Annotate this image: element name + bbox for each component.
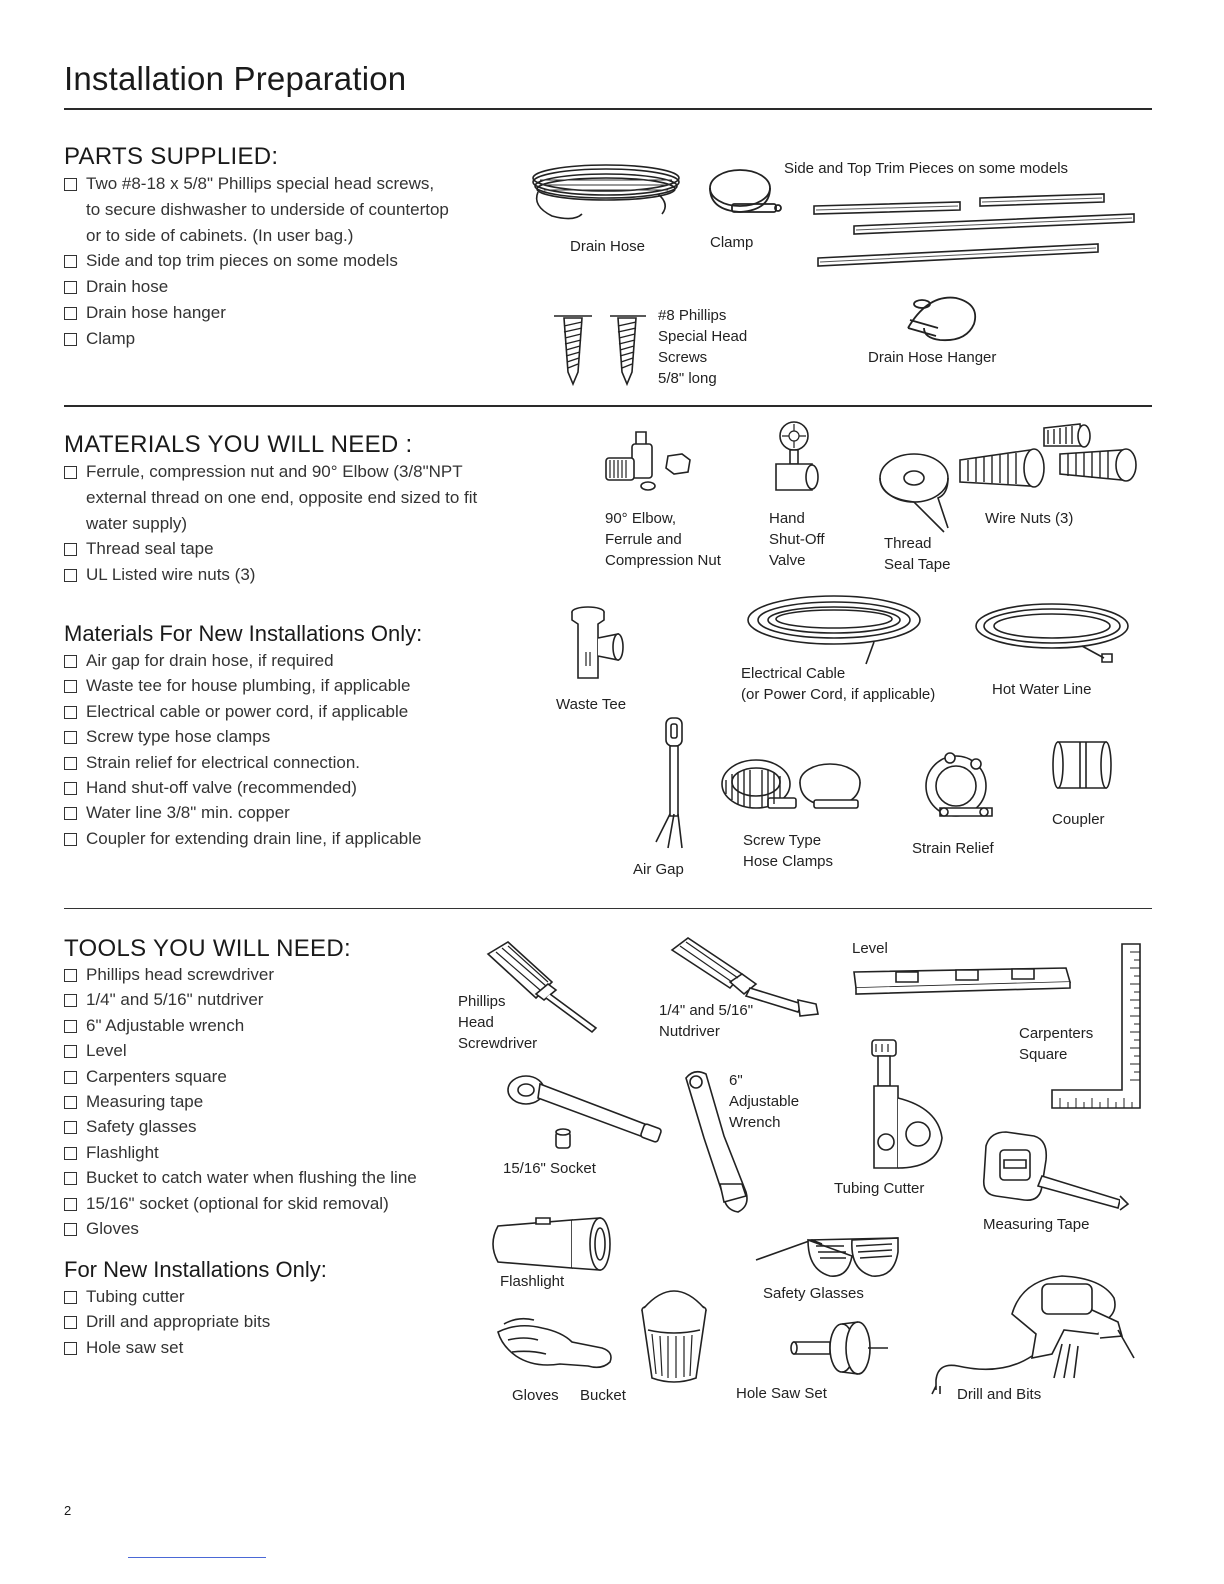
checklist-item	[64, 1284, 270, 1309]
figure-label-line: Tubing Cutter	[834, 1180, 925, 1197]
parts-supplied-heading: PARTS SUPPLIED:	[64, 143, 279, 170]
trim-pieces-label	[784, 158, 1068, 179]
figure-label-line: Drill and Bits	[957, 1386, 1042, 1403]
checklist-item	[64, 699, 421, 724]
checklist-item	[64, 826, 421, 851]
figure-label-line: Carpenters	[1019, 1025, 1094, 1042]
figure-label-line: 15/16" Socket	[503, 1160, 596, 1177]
checkbox-icon	[64, 466, 77, 479]
figure-label-line: Screw Type	[743, 832, 822, 849]
measuring-tape-label	[983, 1214, 1089, 1235]
checklist-item-text: or to side of cabinets. (In user bag.)	[86, 225, 354, 245]
figure-label-line: Head	[458, 1014, 494, 1031]
air-gap-label	[633, 859, 684, 880]
checkbox-icon	[64, 1316, 77, 1329]
hot-water-line-label	[992, 679, 1092, 700]
checklist-item-text: Flashlight	[86, 1142, 159, 1162]
gloves-label	[512, 1385, 559, 1406]
tubing-cutter-illustration	[858, 1038, 952, 1174]
figure-label-line: Strain Relief	[912, 840, 994, 857]
checklist-item-text: Two #8-18 x 5/8" Phillips special head screws,	[86, 174, 435, 193]
drain-hose-illustration	[528, 158, 686, 224]
figure-label-line: #8 Phillips	[658, 307, 727, 324]
checklist-item	[64, 775, 421, 800]
checkbox-icon	[64, 1147, 77, 1160]
checkbox-icon	[64, 1342, 77, 1355]
checklist-item	[64, 800, 421, 825]
drain-hose-label	[570, 236, 645, 257]
figure-label-line: Wire Nuts (3)	[985, 510, 1074, 527]
checklist-item	[64, 248, 449, 274]
parts-section-rule	[64, 405, 1152, 407]
carpenters-square-label	[1019, 1023, 1093, 1065]
checkbox-icon	[64, 969, 77, 982]
figure-label-line: Coupler	[1052, 811, 1105, 828]
checklist-item	[64, 562, 477, 588]
checklist-item	[64, 962, 417, 987]
clamp-label	[710, 232, 753, 253]
checklist-item-text: Phillips head screwdriver	[86, 965, 275, 984]
checklist-item-text: external thread on one end, opposite end sized to fit	[86, 487, 478, 507]
clamp-illustration	[704, 164, 784, 226]
figure-label-line: Level	[852, 940, 888, 957]
materials-heading: MATERIALS YOU WILL NEED :	[64, 431, 413, 458]
checkbox-icon	[64, 1071, 77, 1084]
checklist-item-text: Level	[86, 1041, 127, 1061]
checklist-item	[64, 1064, 417, 1089]
elbow-label	[605, 508, 721, 571]
figure-label-line: Drain Hose	[570, 238, 646, 255]
figure-label-line: Adjustable	[729, 1093, 800, 1110]
checkbox-icon	[64, 782, 77, 795]
socket-wrench-illustration	[500, 1064, 668, 1160]
shut-off-valve-label	[769, 508, 825, 571]
socket-label	[503, 1158, 596, 1179]
screws-illustration	[552, 312, 646, 386]
hot-water-line-illustration	[972, 600, 1136, 670]
figure-label-line: Phillips	[458, 993, 506, 1010]
checklist-item-text: Strain relief for electrical connection.	[86, 752, 361, 772]
checkbox-icon	[64, 1045, 77, 1058]
checkbox-icon	[64, 1291, 77, 1304]
figure-label-line: 6"	[729, 1072, 743, 1089]
materials-section-rule	[64, 908, 1152, 909]
wire-nuts-label	[985, 508, 1073, 529]
checklist-item-text: Measuring tape	[86, 1092, 204, 1112]
wire-nuts-illustration	[954, 424, 1140, 498]
checklist-item	[64, 300, 449, 326]
checklist-item	[64, 459, 477, 536]
gloves-illustration	[494, 1314, 616, 1370]
coupler-label	[1052, 809, 1105, 830]
checkbox-icon	[64, 178, 77, 191]
figure-label-line: Measuring Tape	[983, 1216, 1090, 1233]
level-label	[852, 938, 888, 959]
checklist-item-text: Drain hose hanger	[86, 302, 226, 322]
figure-label-line: Hose Clamps	[743, 853, 834, 870]
checklist-item	[64, 1309, 270, 1334]
safety-glasses-illustration	[752, 1226, 906, 1284]
checklist-item	[64, 648, 421, 673]
bucket-illustration	[638, 1290, 710, 1386]
hole-saw-label	[736, 1383, 827, 1404]
checkbox-icon	[64, 1096, 77, 1109]
checklist-item-text: Hand shut-off valve (recommended)	[86, 778, 357, 798]
drill-illustration	[928, 1274, 1142, 1394]
page-number: 2	[64, 1503, 72, 1518]
checklist-item-text: 6" Adjustable wrench	[86, 1015, 245, 1035]
parts-supplied-list	[64, 171, 449, 352]
bucket-label	[580, 1385, 626, 1406]
waste-tee-illustration	[566, 604, 632, 686]
checklist-item-text: to secure dishwasher to underside of countertop	[86, 199, 449, 219]
hose-clamps-label	[743, 830, 833, 872]
measuring-tape-illustration	[980, 1128, 1132, 1212]
checklist-item-text: Hole saw set	[86, 1337, 184, 1357]
checkbox-icon	[64, 543, 77, 556]
checklist-item-text: Safety glasses	[86, 1117, 197, 1137]
figure-label-line: Hole Saw Set	[736, 1385, 827, 1402]
new-install-tools-heading: For New Installations Only:	[64, 1257, 327, 1282]
checklist-item	[64, 1089, 417, 1114]
figure-label-line: Ferrule and	[605, 531, 682, 548]
checklist-item-text: Tubing cutter	[86, 1287, 185, 1306]
shut-off-valve-illustration	[766, 420, 822, 502]
checklist-item	[64, 1191, 417, 1216]
page-title: Installation Preparation	[64, 60, 407, 97]
tubing-cutter-label	[834, 1178, 924, 1199]
checklist-item-text: Ferrule, compression nut and 90° Elbow (3/8"NPT	[86, 462, 463, 481]
checkbox-icon	[64, 1223, 77, 1236]
figure-label-line: Compression Nut	[605, 552, 721, 569]
figure-label-line: (or Power Cord, if applicable)	[741, 686, 936, 703]
figure-label-line: Screws	[658, 349, 708, 366]
drain-hose-hanger-illustration	[900, 284, 984, 344]
checklist-item-text: 1/4" and 5/16" nutdriver	[86, 990, 264, 1010]
checkbox-icon	[64, 1121, 77, 1134]
checkbox-icon	[64, 706, 77, 719]
checkbox-icon	[64, 1198, 77, 1211]
title-rule	[64, 108, 1152, 110]
checkbox-icon	[64, 569, 77, 582]
checklist-item-text: Waste tee for house plumbing, if applicable	[86, 676, 411, 696]
checklist-item-text: Drill and appropriate bits	[86, 1312, 271, 1332]
checkbox-icon	[64, 1020, 77, 1033]
figure-label-line: Wrench	[729, 1114, 781, 1131]
safety-glasses-label	[763, 1283, 864, 1304]
new-install-materials-heading: Materials For New Installations Only:	[64, 621, 423, 646]
checklist-item-text: Gloves	[86, 1219, 139, 1239]
checklist-item	[64, 1038, 417, 1063]
checklist-item-text: Bucket to catch water when flushing the line	[86, 1168, 417, 1188]
new-install-materials-list	[64, 648, 421, 851]
hole-saw-illustration	[788, 1316, 892, 1380]
checklist-item-text: Water line 3/8" min. copper	[86, 803, 290, 823]
waste-tee-label	[556, 694, 626, 715]
thread-seal-tape-illustration	[874, 448, 960, 534]
checklist-item-text: Carpenters square	[86, 1066, 227, 1086]
checklist-item-text: Clamp	[86, 328, 136, 348]
figure-label-line: Side and Top Trim Pieces on some models	[784, 160, 1069, 177]
figure-label-line: 5/8" long	[658, 370, 717, 387]
strain-relief-label	[912, 838, 994, 859]
checkbox-icon	[64, 307, 77, 320]
figure-label-line: Gloves	[512, 1387, 559, 1404]
figure-label-line: Thread	[884, 535, 932, 552]
figure-label-line: Electrical Cable	[741, 665, 846, 682]
checkbox-icon	[64, 994, 77, 1007]
elbow-illustration	[602, 424, 706, 496]
flashlight-illustration	[488, 1216, 612, 1272]
materials-list	[64, 459, 477, 588]
screws-label	[658, 305, 747, 389]
figure-label-line: Bucket	[580, 1387, 626, 1404]
figure-label-line: Screwdriver	[458, 1035, 538, 1052]
checklist-item	[64, 673, 421, 698]
checklist-item	[64, 326, 449, 352]
figure-label-line: Hand	[769, 510, 805, 527]
electrical-cable-illustration	[742, 592, 932, 668]
checklist-item	[64, 274, 449, 300]
checklist-item-text: Thread seal tape	[86, 539, 214, 559]
footer-line	[128, 1557, 266, 1558]
checklist-item-text: water supply)	[86, 513, 188, 533]
figure-label-line: 1/4" and 5/16"	[659, 1002, 754, 1019]
flashlight-label	[500, 1271, 564, 1292]
checklist-item-text: Screw type hose clamps	[86, 727, 271, 747]
checkbox-icon	[64, 655, 77, 668]
tools-heading: TOOLS YOU WILL NEED:	[64, 935, 351, 962]
electrical-cable-label	[741, 663, 935, 705]
checklist-item	[64, 1335, 270, 1360]
checklist-item	[64, 987, 417, 1012]
figure-label-line: Square	[1019, 1046, 1068, 1063]
checkbox-icon	[64, 833, 77, 846]
figure-label-line: 90° Elbow,	[605, 510, 677, 527]
tools-list	[64, 962, 417, 1241]
figure-label-line: Safety Glasses	[763, 1285, 864, 1302]
figure-label-line: Hot Water Line	[992, 681, 1092, 698]
checklist-item-text: Coupler for extending drain line, if applicable	[86, 828, 422, 848]
strain-relief-illustration	[914, 750, 1006, 828]
checklist-item-text: Air gap for drain hose, if required	[86, 651, 334, 670]
checkbox-icon	[64, 281, 77, 294]
checklist-item	[64, 171, 449, 248]
checklist-item	[64, 536, 477, 562]
checklist-item-text: Side and top trim pieces on some models	[86, 251, 398, 271]
checklist-item	[64, 1165, 417, 1190]
coupler-illustration	[1050, 736, 1114, 794]
checklist-item	[64, 750, 421, 775]
checkbox-icon	[64, 757, 77, 770]
checklist-item	[64, 1013, 417, 1038]
checkbox-icon	[64, 680, 77, 693]
checkbox-icon	[64, 807, 77, 820]
thread-seal-tape-label	[884, 533, 950, 575]
nutdriver-label	[659, 1000, 753, 1042]
figure-label-line: Seal Tape	[884, 556, 951, 573]
figure-label-line: Drain Hose Hanger	[868, 349, 997, 366]
level-illustration	[852, 962, 1074, 998]
phillips-screwdriver-label	[458, 991, 537, 1054]
hose-clamps-illustration	[716, 754, 874, 826]
figure-label-line: Special Head	[658, 328, 748, 345]
checklist-item	[64, 724, 421, 749]
checkbox-icon	[64, 731, 77, 744]
figure-label-line: Waste Tee	[556, 696, 627, 713]
figure-label-line: Air Gap	[633, 861, 684, 878]
checklist-item	[64, 1114, 417, 1139]
drain-hose-hanger-label	[868, 347, 996, 368]
checklist-item-text: 15/16" socket (optional for skid removal)	[86, 1193, 389, 1213]
new-install-tools-list	[64, 1284, 270, 1360]
figure-label-line: Clamp	[710, 234, 754, 251]
trim-pieces-illustration	[812, 188, 1138, 272]
checkbox-icon	[64, 333, 77, 346]
drill-label	[957, 1384, 1041, 1405]
air-gap-illustration	[650, 716, 696, 852]
checklist-item	[64, 1140, 417, 1165]
checkbox-icon	[64, 255, 77, 268]
figure-label-line: Flashlight	[500, 1273, 565, 1290]
figure-label-line: Nutdriver	[659, 1023, 720, 1040]
figure-label-line: Shut-Off	[769, 531, 825, 548]
checklist-item-text: Drain hose	[86, 277, 169, 297]
adjustable-wrench-label	[729, 1070, 799, 1133]
figure-label-line: Valve	[769, 552, 806, 569]
checklist-item	[64, 1216, 417, 1241]
checklist-item-text: UL Listed wire nuts (3)	[86, 565, 256, 585]
checklist-item-text: Electrical cable or power cord, if applicable	[86, 701, 409, 721]
checkbox-icon	[64, 1172, 77, 1185]
